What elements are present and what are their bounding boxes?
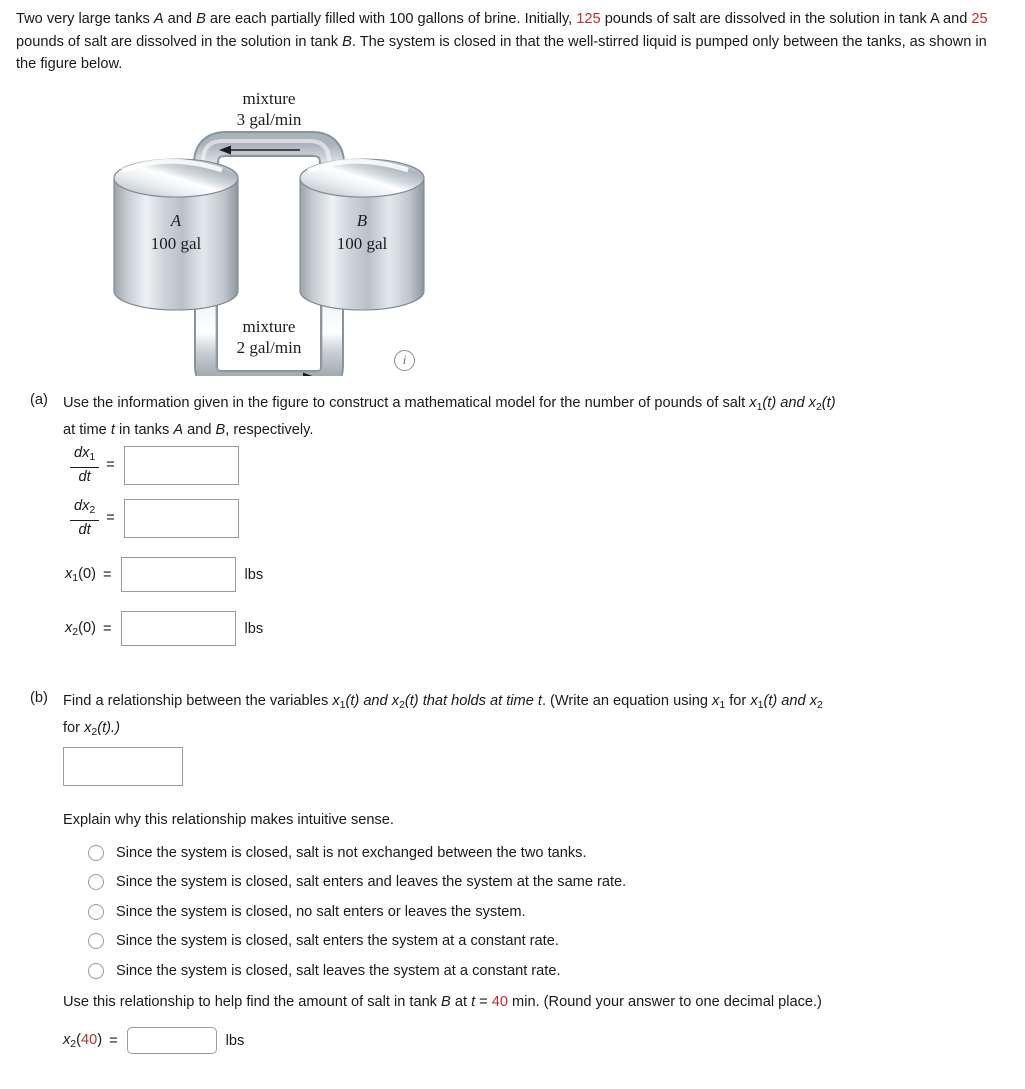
part-b-prompt: [63, 690, 1013, 744]
part-b-label: (b): [30, 690, 48, 706]
option-row-4[interactable]: [88, 927, 626, 957]
tank-a-label: A: [170, 211, 182, 230]
bottom-flow-label-line2: 2 gal/min: [236, 338, 302, 357]
intro-text-2: and: [163, 11, 197, 27]
explain-prompt: Explain why this relationship makes intuitive sense.: [63, 812, 394, 828]
tank-system-figure: [104, 86, 434, 376]
tank-b-label: B: [356, 211, 368, 230]
x2-initial-input[interactable]: [121, 611, 236, 646]
part-b-w4-sub: 2: [91, 725, 98, 738]
dx1-equals: =: [106, 457, 115, 474]
x1-initial-equals: =: [102, 566, 112, 583]
part-b-w3: x: [809, 693, 817, 709]
part-a-t: t: [110, 421, 115, 438]
part-b-v1: x: [332, 693, 340, 709]
top-flow-label-line1: mixture: [242, 89, 296, 108]
info-icon[interactable]: i: [394, 350, 415, 371]
final-tank-b: B: [441, 994, 451, 1010]
option-row-2[interactable]: [88, 868, 626, 898]
part-b-text-3: for: [725, 693, 751, 709]
part-a-text-1: Use the information given in the figure to construct a mathematical model for the number of pounds of salt: [63, 395, 750, 411]
x1-initial-label: $x_1(0)$: [65, 565, 96, 584]
explanation-options-group: [88, 838, 626, 986]
option-label-4: Since the system is closed, salt enters the system at a constant rate.: [116, 933, 559, 950]
final-text-3: =: [475, 994, 492, 1010]
dx1-dt-input[interactable]: [124, 446, 239, 485]
option-row-5[interactable]: [88, 956, 626, 986]
top-flow-label-line2: 3 gal/min: [236, 110, 302, 129]
radio-button-5[interactable]: [88, 963, 104, 979]
tank-b-mention: B: [196, 11, 206, 27]
dx1-dt-row: [70, 445, 239, 486]
part-a-tank-a: A: [173, 421, 184, 438]
part-b-v2: x: [391, 693, 400, 709]
option-label-1: Since the system is closed, salt is not exchanged between the two tanks.: [116, 844, 587, 861]
option-row-3[interactable]: [88, 897, 626, 927]
final-text-2: at: [450, 994, 472, 1010]
x2-initial-label: $x_2(0)$: [65, 619, 96, 638]
relationship-input[interactable]: [63, 747, 183, 786]
part-a-text-4: and: [183, 421, 216, 438]
tank-a-volume-label: 100 gal: [150, 234, 202, 253]
x2-initial-unit: lbs: [244, 620, 264, 637]
intro-text-5: pounds of salt are dissolved in the solution in tank: [16, 33, 343, 50]
intro-text-3: are each partially filled with 100 gallons of brine. Initially,: [205, 11, 577, 27]
problem-statement: [16, 8, 1006, 76]
part-a-prompt: [63, 392, 1003, 442]
final-answer-row: [63, 1027, 244, 1054]
part-a-label: (a): [30, 392, 48, 408]
final-time-value: 40: [491, 994, 508, 1010]
dx1-numerator: $dx_1$: [70, 445, 99, 468]
radio-button-2[interactable]: [88, 874, 104, 890]
part-b-t: t: [537, 693, 542, 709]
part-b-w3-sub: 2: [817, 698, 823, 711]
final-text-4: min. (Round your answer to one decimal place.): [508, 994, 822, 1010]
option-label-3: Since the system is closed, no salt enters or leaves the system.: [116, 903, 526, 920]
dx1-denominator: dt: [78, 468, 91, 485]
part-a-x2-rest: (t): [821, 395, 836, 411]
radio-button-3[interactable]: [88, 904, 104, 920]
part-a-x1: x: [749, 395, 757, 411]
part-b-w2-sub: 1: [757, 698, 764, 711]
intro-text-6: . The system is closed in that the well-stirred liquid is pumped only between the tanks, as shown in the figure below.: [16, 33, 987, 72]
x2-initial-row: [65, 611, 263, 646]
salt-b-value: 25: [971, 11, 988, 27]
final-text-1: Use this relationship to help find the amount of salt in tank: [63, 994, 442, 1010]
part-b-text-2: . (Write an equation using: [541, 693, 713, 709]
part-b-v1-rest: (t) and: [345, 693, 392, 709]
final-t-var: t: [471, 994, 476, 1010]
bottom-flow-label: [104, 316, 434, 358]
final-answer-equals: =: [109, 1032, 118, 1049]
part-b-v2-rest: (t) that holds at time: [404, 693, 538, 709]
dx2-numerator: $dx_2$: [70, 498, 99, 521]
final-answer-input[interactable]: [127, 1027, 217, 1054]
intro-text-4: pounds of salt are dissolved in the solution in tank A and: [600, 11, 972, 27]
part-a-x1-sub: 1: [756, 400, 763, 413]
part-a-x2-sub: 2: [815, 400, 822, 413]
radio-button-1[interactable]: [88, 845, 104, 861]
dx2-denominator: dt: [78, 521, 91, 538]
part-b-w2: x: [750, 693, 758, 709]
part-b-w1: x: [712, 693, 720, 709]
part-b-w2-rest: (t) and: [763, 693, 810, 709]
part-a-text-3: in tanks: [114, 421, 174, 438]
tank-b-mention-2: B: [342, 33, 352, 50]
part-b-w4: x: [84, 719, 92, 736]
dx1-dt-fraction: [70, 445, 99, 486]
option-label-2: Since the system is closed, salt enters and leaves the system at the same rate.: [116, 874, 627, 891]
part-b-v1-sub: 1: [339, 698, 346, 711]
part-a-text-2: at time: [63, 421, 111, 438]
dx2-dt-fraction: [70, 498, 99, 539]
dx2-dt-row: [70, 498, 239, 539]
part-b-w4-rest: (t).): [97, 719, 120, 736]
final-answer-label: $x_2(40)$: [63, 1031, 103, 1050]
dx2-dt-input[interactable]: [124, 499, 239, 538]
salt-a-value: 125: [576, 11, 601, 27]
option-row-1[interactable]: [88, 838, 626, 868]
option-label-5: Since the system is closed, salt leaves the system at a constant rate.: [116, 962, 561, 979]
x1-initial-row: [65, 557, 263, 592]
part-a-x1-rest: (t) and: [762, 395, 809, 411]
final-answer-unit: lbs: [225, 1032, 245, 1049]
radio-button-4[interactable]: [88, 933, 104, 949]
part-a-text-5: , respectively.: [225, 421, 314, 438]
bottom-flow-label-line1: mixture: [242, 317, 296, 336]
intro-text-1: Two very large tanks: [16, 11, 154, 27]
x1-initial-input[interactable]: [121, 557, 236, 592]
part-b-w1-sub: 1: [719, 698, 726, 711]
dx2-equals: =: [106, 510, 115, 527]
x1-initial-unit: lbs: [244, 566, 264, 583]
tank-b-volume-label: 100 gal: [336, 234, 388, 253]
tank-a-mention: A: [153, 11, 164, 27]
part-a-tank-b: B: [215, 421, 226, 438]
part-b-text-4: for: [63, 719, 85, 736]
final-prompt: [63, 994, 993, 1010]
part-b-text-1: Find a relationship between the variables: [63, 693, 333, 709]
part-b-v2-sub: 2: [399, 698, 405, 711]
x2-initial-equals: =: [102, 620, 112, 637]
part-a-x2: x: [808, 395, 816, 411]
